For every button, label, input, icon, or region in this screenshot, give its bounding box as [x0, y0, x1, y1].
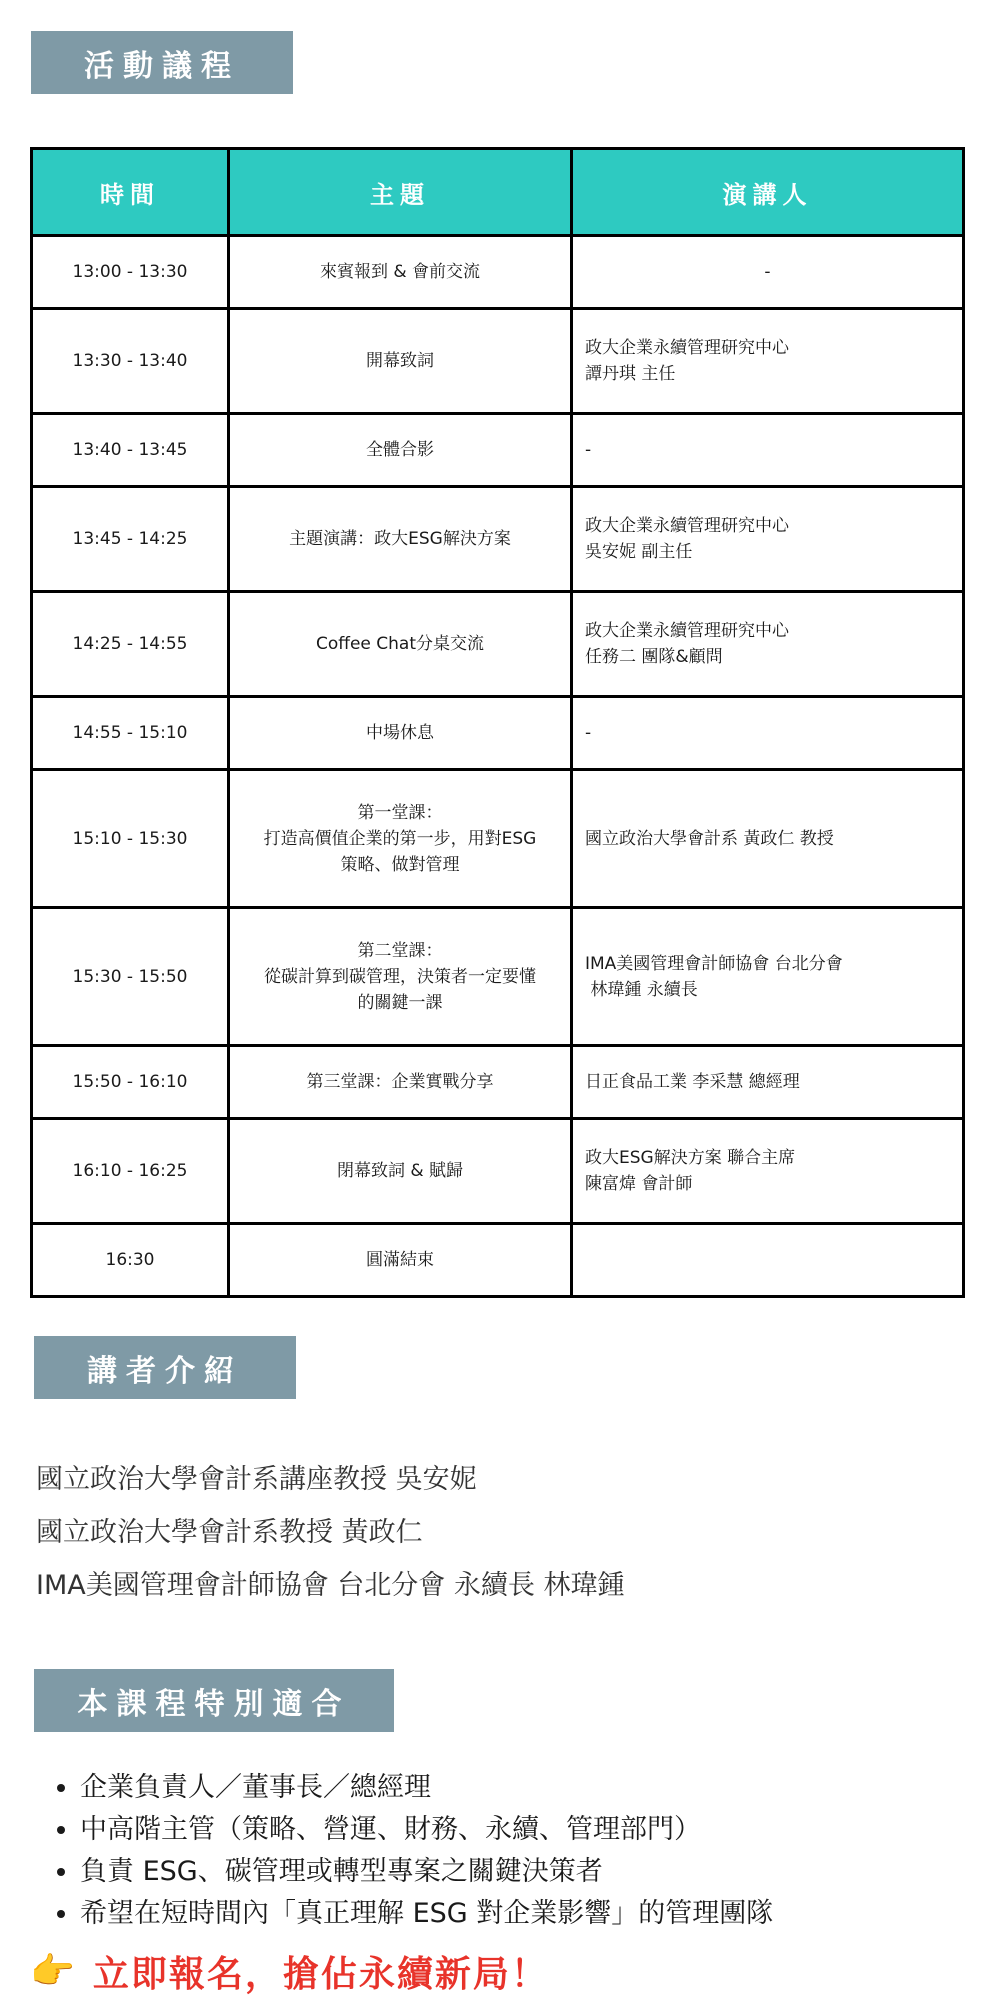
audience-item: • 中高階主管（策略、營運、財務、永續、管理部門） — [80, 1809, 773, 1851]
agenda-speaker-line: - — [764, 262, 771, 282]
agenda-section-title: 活動議程 — [31, 31, 293, 94]
agenda-speaker-line: 吳安妮 副主任 — [585, 542, 693, 562]
agenda-topic — [229, 908, 572, 1046]
speaker-list — [36, 1453, 624, 1612]
agenda-speaker — [572, 309, 964, 414]
agenda-topic — [229, 1119, 572, 1224]
agenda-speaker-line: 林瑋鍾 永續長 — [585, 979, 698, 1000]
agenda-topic — [229, 1224, 572, 1297]
audience-item: • 企業負責人／董事長／總經理 — [80, 1767, 773, 1809]
agenda-speaker — [572, 414, 964, 487]
agenda-time: 13:40 - 13:45 — [32, 414, 229, 487]
agenda-speaker — [572, 236, 964, 309]
agenda-topic-line: 來賓報到 & 會前交流 — [319, 262, 481, 282]
agenda-speaker — [572, 487, 964, 592]
agenda-topic — [229, 1046, 572, 1119]
agenda-speaker-line: 國立政治大學會計系 黃政仁 教授 — [585, 828, 834, 849]
agenda-time: 15:30 - 15:50 — [32, 908, 229, 1046]
agenda-topic-line: 第二堂課： — [357, 940, 443, 961]
agenda-topic-line: 第三堂課：企業實戰分享 — [306, 1072, 494, 1092]
agenda-row — [32, 908, 964, 1046]
agenda-topic — [229, 770, 572, 908]
header-topic: 主題 — [229, 149, 572, 236]
agenda-speaker-line: 政大ESG解決方案 聯合主席 — [585, 1148, 796, 1168]
agenda-speaker-line: 政大企業永續管理研究中心 — [585, 516, 789, 536]
agenda-speaker — [572, 1224, 964, 1297]
agenda-row — [32, 1224, 964, 1297]
agenda-row — [32, 770, 964, 908]
audience-section-title: 本課程特別適合 — [34, 1669, 394, 1732]
cta-text: 立即報名，搶佔永續新局！ — [92, 1953, 549, 1995]
agenda-row — [32, 697, 964, 770]
speaker-item: 國立政治大學會計系講座教授 吳安妮 — [36, 1464, 477, 1495]
agenda-topic — [229, 697, 572, 770]
agenda-topic-line: 開幕致詞 — [366, 351, 434, 371]
agenda-speaker-line: 政大企業永續管理研究中心 — [585, 338, 789, 358]
agenda-time: 15:50 - 16:10 — [32, 1046, 229, 1119]
agenda-speaker — [572, 697, 964, 770]
agenda-row — [32, 592, 964, 697]
agenda-topic — [229, 414, 572, 487]
agenda-topic — [229, 309, 572, 414]
agenda-topic-line: 打造高價值企業的第一步，用對ESG — [263, 828, 537, 849]
agenda-topic — [229, 592, 572, 697]
speakers-section-title: 講者介紹 — [34, 1336, 296, 1399]
agenda-topic — [229, 487, 572, 592]
agenda-time: 15:10 - 15:30 — [32, 770, 229, 908]
agenda-topic-line: 中場休息 — [366, 723, 434, 743]
agenda-header-row — [32, 149, 964, 236]
agenda-time: 14:25 - 14:55 — [32, 592, 229, 697]
agenda-topic-line: 的關鍵一課 — [357, 992, 443, 1013]
pointing-hand-icon: 👉 — [30, 1951, 75, 1992]
agenda-topic-line: 全體合影 — [366, 440, 434, 460]
agenda-time: 13:30 - 13:40 — [32, 309, 229, 414]
agenda-speaker-line: 任務二 團隊&顧問 — [585, 647, 723, 667]
agenda-speaker — [572, 1046, 964, 1119]
agenda-row — [32, 414, 964, 487]
agenda-row — [32, 1046, 964, 1119]
agenda-speaker-line: 日正食品工業 李采慧 總經理 — [585, 1072, 800, 1092]
agenda-topic — [229, 236, 572, 309]
agenda-topic-line: 策略、做對管理 — [340, 854, 460, 875]
agenda-row — [32, 487, 964, 592]
agenda-body — [32, 236, 964, 1297]
agenda-topic-line: 從碳計算到碳管理，決策者一定要懂 — [264, 966, 536, 987]
header-time: 時間 — [32, 149, 229, 236]
agenda-topic-line: Coffee Chat分桌交流 — [315, 634, 485, 654]
audience-item: • 希望在短時間內「真正理解 ESG 對企業影響」的管理團隊 — [80, 1893, 773, 1935]
agenda-row — [32, 1119, 964, 1224]
agenda-speaker — [572, 908, 964, 1046]
agenda-row — [32, 236, 964, 309]
call-to-action[interactable] — [30, 1946, 549, 1996]
agenda-speaker-line: - — [585, 723, 592, 743]
speaker-item: 國立政治大學會計系教授 黃政仁 — [36, 1517, 423, 1548]
agenda-topic-line: 圓滿結束 — [366, 1250, 434, 1270]
audience-item: • 負責 ESG、碳管理或轉型專案之關鍵決策者 — [80, 1851, 773, 1893]
agenda-row — [32, 309, 964, 414]
speaker-item: IMA美國管理會計師協會 台北分會 永續長 林瑋鍾 — [36, 1570, 625, 1601]
agenda-time: 16:10 - 16:25 — [32, 1119, 229, 1224]
agenda-speaker-line: 政大企業永續管理研究中心 — [585, 621, 789, 641]
agenda-time: 13:00 - 13:30 — [32, 236, 229, 309]
agenda-table — [30, 147, 965, 1298]
agenda-speaker — [572, 1119, 964, 1224]
agenda-speaker-line: - — [585, 440, 592, 460]
agenda-time: 14:55 - 15:10 — [32, 697, 229, 770]
agenda-time: 13:45 - 14:25 — [32, 487, 229, 592]
agenda-topic-line: 主題演講：政大ESG解決方案 — [289, 529, 511, 549]
agenda-speaker-line: 陳富煒 會計師 — [585, 1174, 693, 1194]
agenda-speaker-line: 譚丹琪 主任 — [585, 364, 676, 384]
agenda-topic-line: 第一堂課： — [357, 802, 443, 823]
audience-list — [56, 1767, 773, 1935]
header-speaker: 演講人 — [572, 149, 964, 236]
agenda-speaker-line: IMA美國管理會計師協會 台北分會 — [585, 953, 843, 974]
agenda-topic-line: 閉幕致詞 & 賦歸 — [336, 1161, 464, 1181]
agenda-speaker — [572, 770, 964, 908]
agenda-time: 16:30 — [32, 1224, 229, 1297]
agenda-speaker — [572, 592, 964, 697]
